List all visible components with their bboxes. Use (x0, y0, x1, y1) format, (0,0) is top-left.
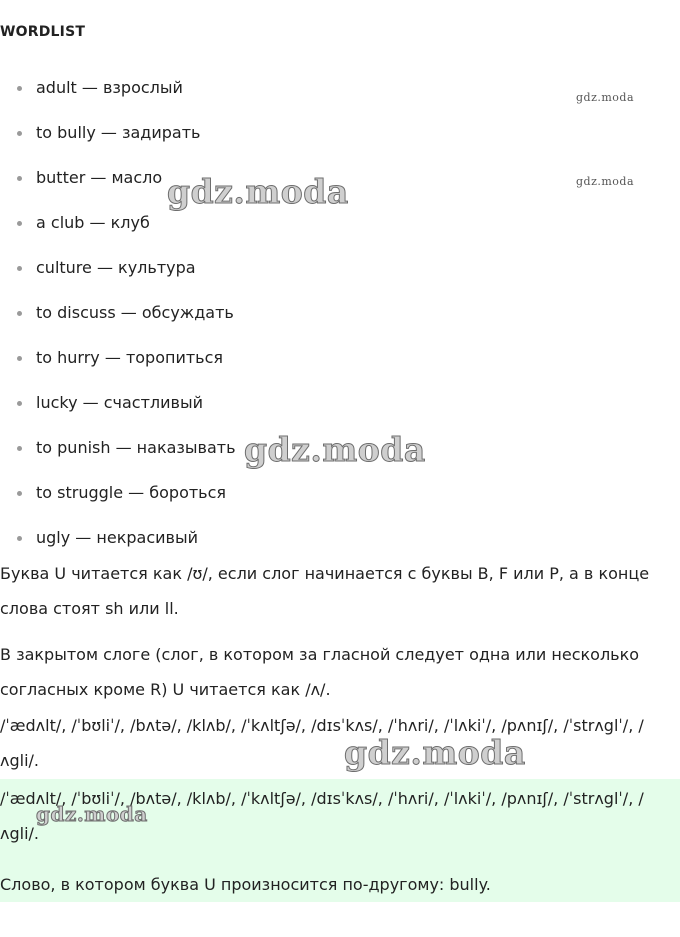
bullet-icon (17, 491, 22, 496)
list-item-text: to struggle — бороться (36, 483, 227, 502)
wordlist-heading: WORDLIST (0, 24, 86, 40)
bullet-icon (17, 131, 22, 136)
answer-transcription: /ˈædʌlt/, /ˈbʊliˈ/, /bʌtə/, /klʌb/, /ˈkʌltʃə/, /dɪsˈkʌs/, /ˈhʌri/, /ˈlʌkiˈ/, /pʌnɪʃ/, /ˈstrʌglˈ/, /ʌgli/. (0, 789, 644, 843)
list-item (0, 122, 680, 167)
bullet-icon (17, 446, 22, 451)
list-item (0, 347, 680, 392)
list-item-text: ugly — некрасивый (36, 528, 198, 547)
list-item (0, 257, 680, 302)
bullet-icon (17, 356, 22, 361)
list-item-text: culture — культура (36, 258, 196, 277)
rule-closed-syllable: В закрытом слоге (слог, в котором за гласной следует одна или несколько согласных кроме R) U читается как /ʌ/. (0, 645, 640, 699)
answer-conclusion: Слово, в котором буква U произносится по-другому: bully. (0, 875, 491, 894)
rule-open-syllable: Буква U читается как /ʊ/, если слог начинается с буквы B, F или P, а в конце слова стоят sh или ll. (0, 564, 650, 618)
watermark-logo: gdz.moda (167, 172, 349, 211)
list-item-text: lucky — счастливый (36, 393, 203, 412)
list-item-text: to discuss — обсуждать (36, 303, 234, 322)
list-item-text: to hurry — торопиться (36, 348, 224, 367)
list-item-text: to punish — наказывать (36, 438, 236, 457)
list-item-text: to bully — задирать (36, 123, 201, 142)
bullet-icon (17, 221, 22, 226)
list-item (0, 482, 680, 527)
bullet-icon (17, 536, 22, 541)
list-item-text: a club — клуб (36, 213, 150, 232)
watermark-logo: gdz.moda (36, 802, 148, 826)
answer-box (0, 779, 680, 902)
list-item-text: adult — взрослый (36, 78, 183, 97)
transcription-list: /ˈædʌlt/, /ˈbʊliˈ/, /bʌtə/, /klʌb/, /ˈkʌltʃə/, /dɪsˈkʌs/, /ˈhʌri/, /ˈlʌkiˈ/, /pʌnɪʃ/, /ˈstrʌglˈ/, /ʌgli/. (0, 716, 644, 770)
list-item (0, 302, 680, 347)
bullet-icon (17, 266, 22, 271)
watermark-logo: gdz.moda (576, 175, 635, 188)
watermark-logo: gdz.moda (344, 733, 526, 772)
bullet-icon (17, 176, 22, 181)
list-item (0, 212, 680, 257)
bullet-icon (17, 86, 22, 91)
watermark-logo: gdz.moda (244, 430, 426, 469)
list-item-text: butter — масло (36, 168, 163, 187)
bullet-icon (17, 401, 22, 406)
bullet-icon (17, 311, 22, 316)
watermark-logo: gdz.moda (576, 91, 635, 104)
wordlist (0, 77, 680, 572)
